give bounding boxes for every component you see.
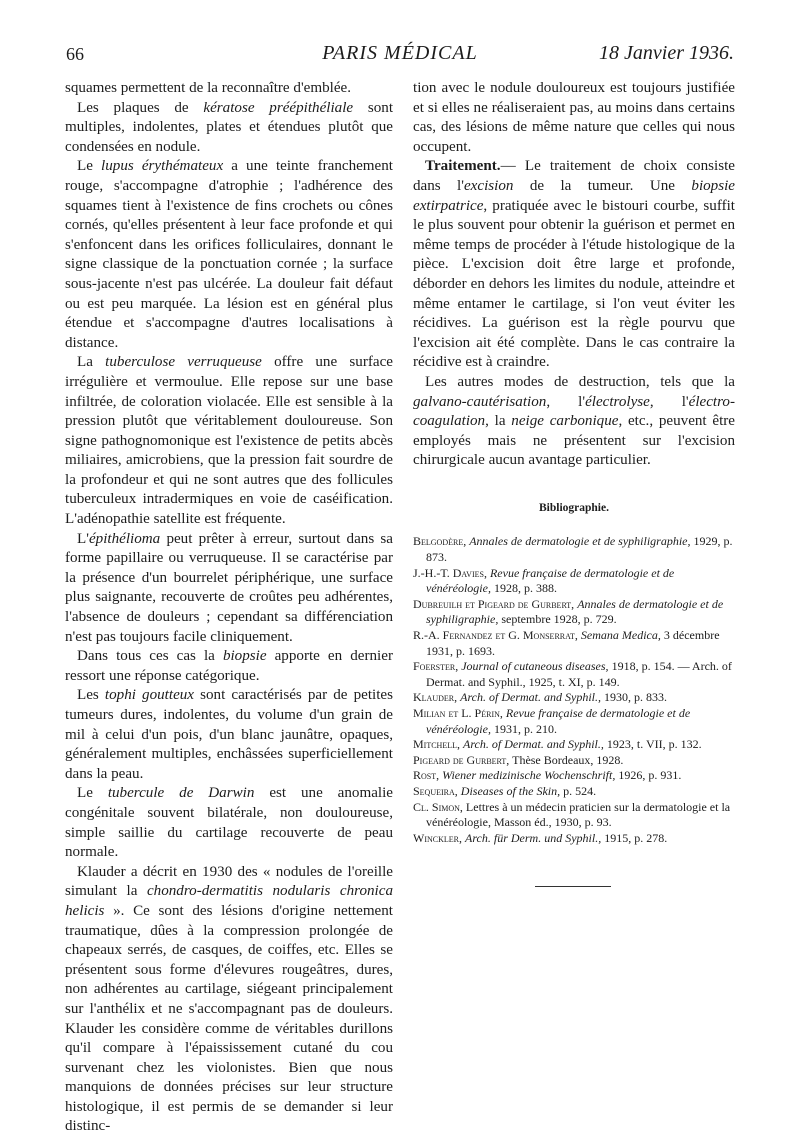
bibliography-list xyxy=(413,534,735,846)
bibliography-details: 1923, t. VII, p. 132. xyxy=(603,737,702,752)
end-rule xyxy=(535,886,611,887)
paragraph: tion avec le nodule douloureux est toujours justifiée et si elles ne réaliseraient pas, au moins dans certains cas, des lésions de même nature que celles qui nous occupent. xyxy=(413,80,735,155)
bibliography-title: Wiener medizinische Wochenschrift, xyxy=(442,768,616,783)
bibliography-author: Pigeard de Gurbert, xyxy=(413,752,510,767)
paragraph: Le tubercule de Darwin est une anomalie congénitale souvent bilatérale, non douloureuse, simple saillie du cartilage recouverte de peau normale. xyxy=(65,785,393,861)
bibliography-author: Rost, xyxy=(413,768,440,783)
right-column xyxy=(413,79,735,887)
paragraph: Klauder a décrit en 1930 des « nodules de l'oreille simulant la chondro-dermatitis nodularis chronica helicis ». Ce sont des lésions d'origine nettement traumatique, dûes à la compression prolongée de chapeaux serrés, de casques, de coiffes, etc. Elles se présentent sous forme d'élevures rougeâtres, dures, non adhérentes au cartilage, siégeant principalement sur l'anthélix et ne s'accompagnant pas de douleurs. Klauder les considère comme de véritables durillons qu'il compare à l'épaississement cutané du cou survenant chez les violonistes. Bien que nous manquions de données précises sur leur structure histologique, il est permis de se demander si leur distinc- xyxy=(65,863,393,1135)
bibliography-title: Arch. für Derm. und Syphil., xyxy=(465,830,602,845)
paragraph: squames permettent de la reconnaître d'emblée. xyxy=(65,80,352,96)
paragraph: La tuberculose verruqueuse offre une surface irrégulière et vermoulue. Elle repose sur une base infiltrée, de coloration violacée. Elle est sensible à la pression plutôt que véritablement douloureuse. Son signe pathognomonique est l'existence de petits abcès miliaires, amicrobiens, que la pression fait sourdre de la profondeur et qui ne sont autres que des follicules tuberculeux intradermiques en voie de caséification. L'adénopathie satellite est fréquente. xyxy=(65,354,393,528)
bibliography-title: Revue française de dermatologie et de vénéréologie, xyxy=(426,706,691,736)
bibliography-author: Sequeira, xyxy=(413,783,458,798)
bibliography-details: 1930, p. 833. xyxy=(600,690,667,705)
bibliography-entry xyxy=(413,628,735,659)
left-column xyxy=(65,79,393,1137)
paragraph: Traitement.— Le traitement de choix consiste dans l'excision de la tumeur. Une biopsie extirpatrice, pratiquée avec le bistouri courbe, suffit le plus souvent pour obtenir la guérison et permet en même temps de procéder à l'étude histologique de la pièce. L'excision doit être large et profonde, déborder en dehors les limites du nodule, atteindre et même entamer le cartilage, si l'on veut éviter les récidives. La guérison est la règle pourvu que l'excision ait été complète. Dans le cas contraire la récidive est à craindre. xyxy=(413,158,735,371)
bibliography-author: R.-A. Fernandez et G. Monserrat, xyxy=(413,628,578,643)
issue-date: 18 Janvier 1936. xyxy=(599,42,734,64)
bibliography-entry xyxy=(413,659,735,690)
bibliography-details: Thèse Bordeaux, 1928. xyxy=(512,752,624,767)
journal-title: PARIS MÉDICAL xyxy=(322,42,478,64)
bibliography-title: Annales de dermatologie et de syphiligraphie, xyxy=(469,534,691,549)
bibliography-entry xyxy=(413,784,735,800)
bibliography-entry xyxy=(413,831,735,847)
bibliography-details: 1929, p. 873. xyxy=(426,534,733,565)
bibliography-details: septembre 1928, p. 729. xyxy=(498,612,617,627)
bibliography-entry xyxy=(413,753,735,769)
bibliography-title: Journal of cutaneous diseases, xyxy=(461,659,609,674)
paragraph: Les autres modes de destruction, tels que la galvano-cautérisation, l'électrolyse, l'électro-coagulation, la neige carbonique, etc., peuvent être employés mais ne présentent sur l'excision chirurgicale aucun avantage particulier. xyxy=(413,373,735,469)
bibliography-author: Dubreuilh et Pigeard de Gurbert, xyxy=(413,596,575,611)
bibliography-details: 1915, p. 278. xyxy=(601,830,668,845)
bibliography-entry xyxy=(413,768,735,784)
bibliography-details: Lettres à un médecin praticien sur la dermatologie et la vénéréologie, Masson éd., 1930, p. 93. xyxy=(426,799,731,830)
bibliography-title: Diseases of the Skin, xyxy=(460,783,561,798)
bibliography-entry xyxy=(413,597,735,628)
bibliography-title: Semana Medica, xyxy=(580,628,661,643)
bibliography-entry xyxy=(413,534,735,565)
bibliography-details: 1931, p. 210. xyxy=(490,721,557,736)
bibliography-title: Arch. of Dermat. and Syphil., xyxy=(460,690,601,705)
bibliography-entry xyxy=(413,706,735,737)
bibliography-author: Klauder, xyxy=(413,690,458,705)
bibliography-entry xyxy=(413,737,735,753)
bibliography-heading: Bibliographie. xyxy=(539,501,609,514)
paragraph: L'épithélioma peut prêter à erreur, surtout dans sa forme papillaire ou verruqueuse. Il se caractérise par la présence d'un bourrelet périphérique, une surface plus saignante, recouverte de croûtes peu adhérentes, l'absence de douleurs ; cependant sa différenciation n'est pas toujours facile cliniquement. xyxy=(65,530,393,645)
bibliography-author: Belgodère, xyxy=(413,534,467,549)
bibliography-details: 1918, p. 154. — Arch. of Dermat. and Syphil., 1925, t. XI, p. 149. xyxy=(426,659,732,689)
bibliography-author: J.-H.-T. Davies, xyxy=(413,565,487,580)
bibliography-title: Arch. of Dermat. and Syphil., xyxy=(463,737,604,752)
bibliography-details: 3 décembre 1931, p. 1693. xyxy=(426,628,720,658)
bibliography-details: 1928, p. 388. xyxy=(490,581,557,596)
paragraph: Les tophi goutteux sont caractérisés par de petites tumeurs dures, indolentes, du volume d'un grain de mil à celui d'un pois, d'un blanc jaunâtre, opaques, généralement multiples, enchâssées superficiellement dans la peau. xyxy=(65,687,393,782)
paragraph: Le lupus érythémateux a une teinte franchement rouge, s'accompagne d'atrophie ; l'adhérence des squames tient à l'existence de fins crochets ou cônes cornés, qu'elles présentent à leur face profonde et qui s'enfoncent dans les orifices folliculaires, donnant le signe classique de la ponctuation cornée ; la surface sous-jacente n'est pas ulcérée. La douleur fait défaut ou est peu marquée. La lésion est en général plus étendue et s'accompagne d'autres localisations à distance. xyxy=(65,158,393,351)
bibliography-author: Foerster, xyxy=(413,659,459,674)
bibliography-author: Milian et L. Périn, xyxy=(413,706,503,720)
bibliography-author: Winckler, xyxy=(413,830,462,845)
bibliography-entry xyxy=(413,566,735,597)
bibliography-title: Annales de dermatologie et de syphiligraphie, xyxy=(426,596,724,627)
section-heading: Traitement. xyxy=(425,158,501,175)
running-head xyxy=(66,42,734,72)
paragraph: Dans tous ces cas la biopsie apporte en dernier ressort une réponse catégorique. xyxy=(65,648,393,684)
bibliography-entry xyxy=(413,690,735,706)
bibliography-author: Cl. Simon, xyxy=(413,799,463,814)
bibliography-title: Revue française de dermatologie et de vénéréologie, xyxy=(426,565,675,596)
bibliography-details: 1926, p. 931. xyxy=(615,768,682,783)
page-number: 66 xyxy=(66,44,84,64)
bibliography-author: Mitchell, xyxy=(413,737,460,752)
paragraph: Les plaques de kératose préépithéliale sont multiples, indolentes, plates et étendues plutôt que condensées en nodule. xyxy=(65,99,394,155)
bibliography-entry xyxy=(413,800,735,831)
bibliography-details: p. 524. xyxy=(560,783,597,798)
